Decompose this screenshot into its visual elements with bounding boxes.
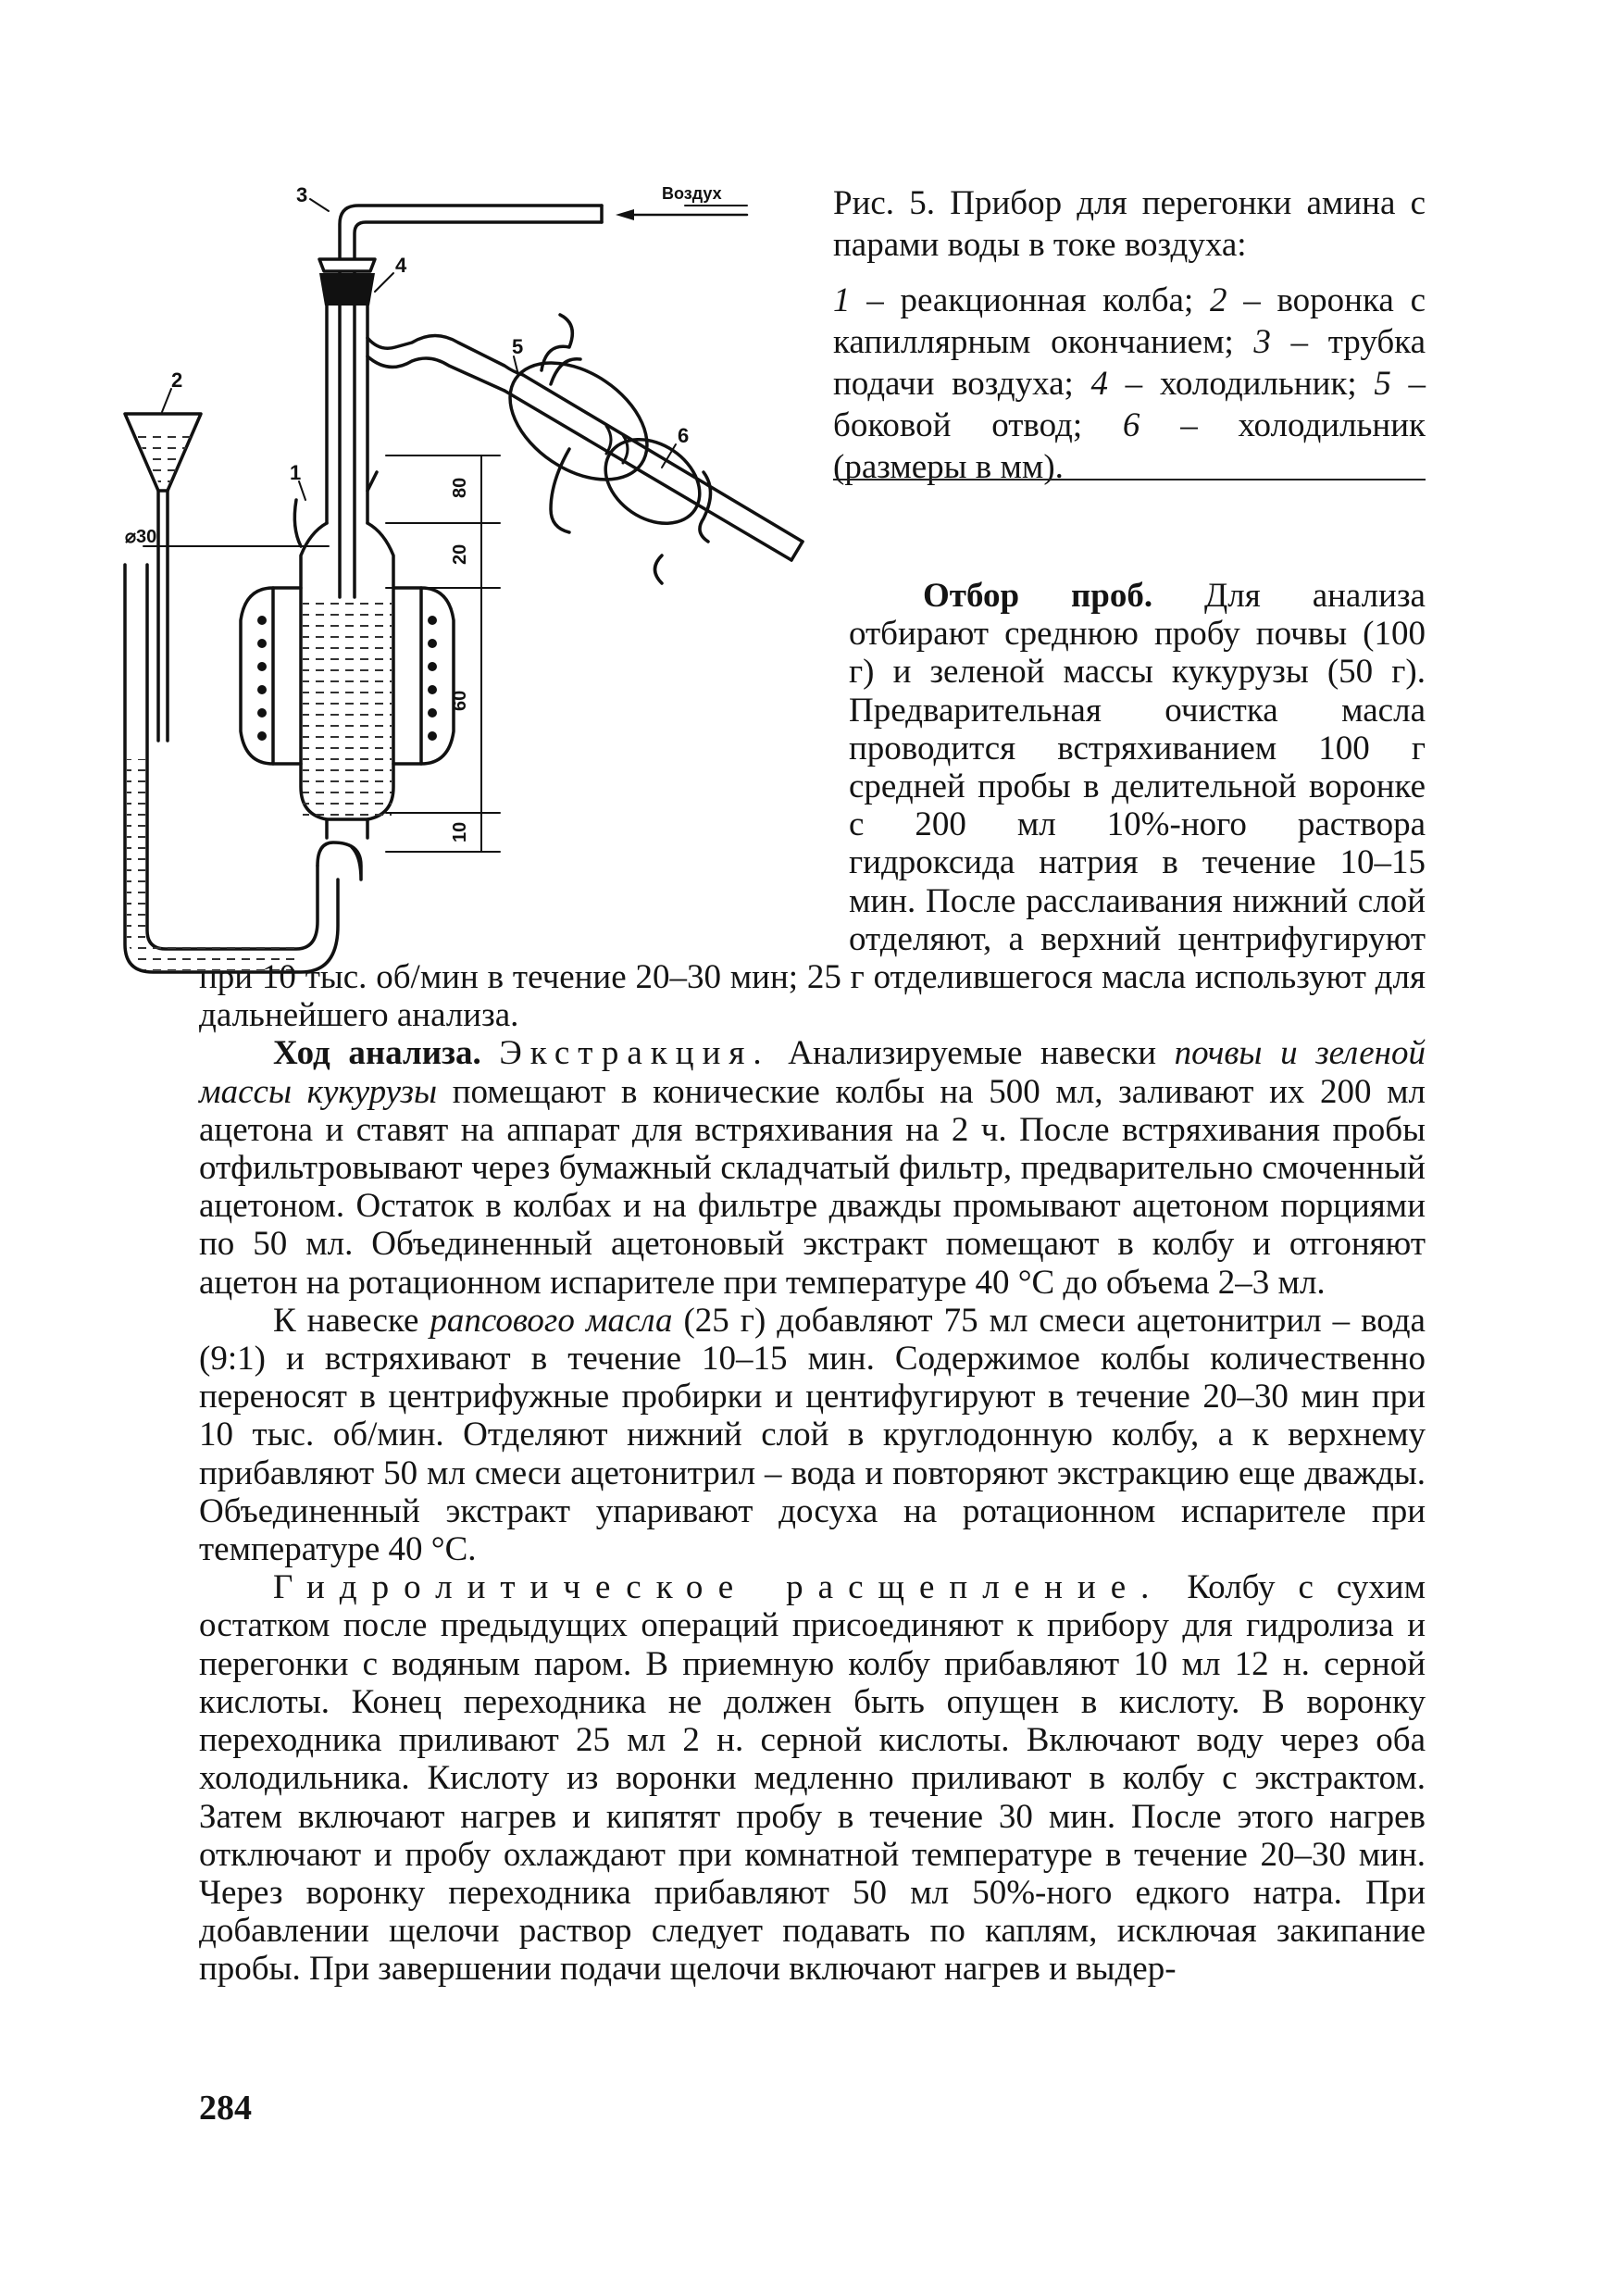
- dim-20: 20: [450, 543, 470, 565]
- part-label-6: 6: [678, 424, 690, 447]
- italic-soil-maize: почвы и зеленой массы кукурузы: [199, 1034, 1426, 1111]
- body-text: [199, 577, 1426, 1989]
- legend-num-3: 3: [1253, 323, 1271, 361]
- paragraph-hydrolysis-text: Колбу с сухим остатком после предыдущих операций присоединяют к прибору для гидролиза и перегонки с водяным паром. В приемную колбу прибавляют 10 мл 12 н. серной кислоты. Конец переходника не должен быть опущен в кислоту. В воронку переходника приливают 25 мл 2 н. серной кислоты. Включают воду через оба холодильника. Кислоту из воронки медленно приливают в колбу с экстрактом. Затем включают нагрев и кипятят пробу в течение 30 мин. После этого нагрев отключают и пробу охлаждают при комнатной температуре в течение 20–30 мин. Через воронку переходника прибавляют 50 мл 50%-ного едкого натра. При добавлении щелочи раствор следует подавать по каплям, исключая закипание пробы. При завершении подачи щелочи включают нагрев и выдер-: [199, 1568, 1426, 1989]
- legend-text-2: – воронка с капиллярным окончанием;: [833, 281, 1426, 361]
- part-label-3: 3: [296, 183, 308, 206]
- part-label-4: 4: [395, 254, 407, 277]
- dim-80: 80: [450, 477, 470, 498]
- paragraph-hydrolysis: [199, 1568, 1426, 1988]
- spaced-heading-hydrolysis: Гидролитическое расщепление.: [273, 1568, 1164, 1607]
- figure-wrap-space: [199, 577, 838, 947]
- run-in-heading-sampling: Отбор проб.: [923, 577, 1153, 615]
- air-label: Воздух: [662, 184, 722, 203]
- paragraph-analysis-text-a: Анализируемые навески: [769, 1034, 1175, 1073]
- legend-num-6: 6: [1122, 406, 1140, 444]
- italic-rapeseed-oil: рапсового масла: [430, 1301, 673, 1340]
- legend-text-6: – холодильник (размеры в мм).: [833, 406, 1426, 486]
- part-label-5: 5: [512, 335, 524, 358]
- paragraph-rapeseed-text-a: К навеске: [273, 1301, 430, 1340]
- paragraph-rapeseed: [199, 1302, 1426, 1568]
- legend-text-4: – холодильник;: [1107, 365, 1375, 403]
- spaced-heading-extraction: Экстракция.: [499, 1034, 770, 1073]
- legend-num-5: 5: [1374, 365, 1391, 403]
- caption-divider: [833, 479, 1426, 480]
- legend-text-5: – боковой отвод;: [833, 365, 1426, 444]
- part-label-2: 2: [171, 368, 183, 392]
- figure-caption: [833, 182, 1426, 488]
- run-in-heading-analysis: Ход анализа.: [273, 1034, 481, 1073]
- stopper: [319, 273, 375, 306]
- side-arm: [367, 336, 523, 376]
- part-label-1: 1: [290, 461, 302, 484]
- caption-legend: [833, 280, 1426, 488]
- legend-text-1: – реакционная колба;: [850, 281, 1210, 319]
- legend-num-1: 1: [833, 281, 851, 319]
- liquid-in-funnel: [132, 428, 195, 486]
- dim-diameter-30: ⌀30: [125, 527, 157, 547]
- dim-10: 10: [450, 821, 470, 842]
- paragraph-sampling-text: Для анализа отбирают среднюю пробу почвы (100 г) и зеленой массы кукурузы (50 г). Предварительная очистка масла проводится встряхиванием 100 г средней пробы в делительной воронке с 200 мл 10%-ного раствора гидроксида натрия в течение 10–15 мин. После расслаивания нижний слой отделяют, а верхний центрифугируют при 10 тыс. об/мин в течение 20–30 мин; 25 г отделившегося масла используют для дальнейшего анализа.: [199, 577, 1426, 1035]
- paragraph-rapeseed-text-b: (25 г) добавляют 75 мл смеси ацетонитрил – вода (9:1) и встряхивают в течение 10–15 мин. Содержимое колбы количественно переносят в центрифужные пробирки и центифугируют в течение 20–30 мин при 10 тыс. об/мин. Отделяют нижний слой в круглодонную колбу, а к верхнему прибавляют 50 мл смеси ацетонитрил – вода и повторяют экстракцию еще дважды. Объединенный экстракт упаривают досуха на ротационном испарителе при температуре 40 °С.: [199, 1301, 1426, 1569]
- paragraph-analysis-text-b: помещают в конические колбы на 500 мл, заливают их 200 мл ацетона и ставят на аппарат для встряхивания на 2 ч. После встряхивания пробы отфильтровывают через бумажный складчатый фильтр, предварительно смоченный ацетоном. Остаток в колбах и на фильтре дважды промывают ацетоном порциями по 50 мл. Объединенный ацетоновый экстракт помещают в колбу и отгоняют ацетон на ротационном испарителе при температуре 40 °С до объема 2–3 мл.: [199, 1072, 1426, 1302]
- dim-60: 60: [450, 690, 470, 711]
- liquid-in-tube: [127, 759, 145, 944]
- air-tube: [340, 206, 602, 597]
- legend-num-4: 4: [1090, 365, 1108, 403]
- paragraph-analysis: [199, 1034, 1426, 1301]
- page-number: 284: [199, 2089, 252, 2128]
- legend-num-2: 2: [1209, 281, 1227, 319]
- legend-text-3: – трубка подачи воздуха;: [833, 323, 1426, 403]
- caption-title: Рис. 5. Прибор для перегонки амина с парами воды в токе воздуха:: [833, 184, 1426, 264]
